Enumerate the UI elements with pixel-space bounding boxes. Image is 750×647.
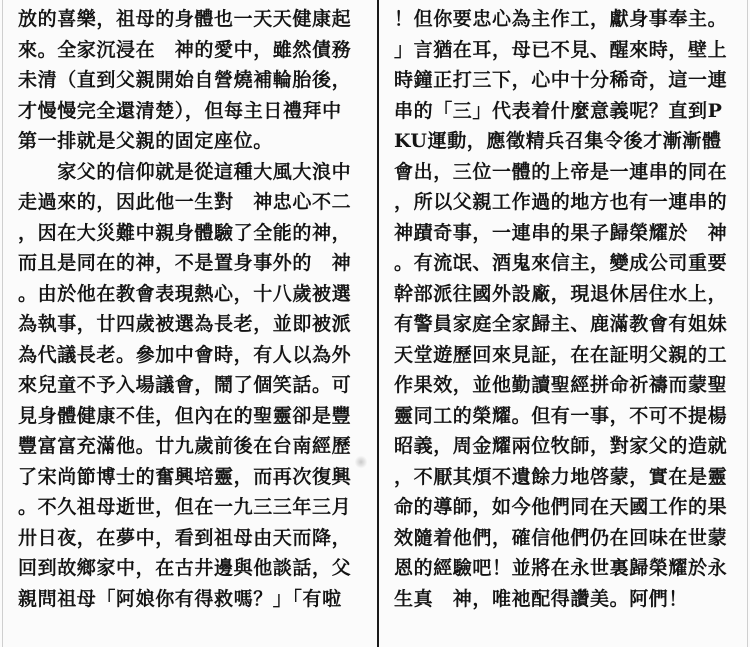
text-line: 為代議長老。參加中會時，有人以為外	[18, 343, 352, 366]
text-line: ，不厭其煩不遺餘力地啓蒙，實在是靈	[394, 465, 728, 488]
text-line: 生真 神，唯祂配得讚美。阿們！	[394, 587, 689, 610]
text-line: 走過來的，因此他一生對 神忠心不二	[18, 191, 352, 213]
text-line: 命的導師，如今他們同在天國工作的果	[394, 496, 728, 518]
text-line: 家父的信仰就是從這種大風大浪中	[18, 160, 352, 183]
text-line: KU運動，應徵精兵召集令後才漸漸體	[394, 130, 722, 152]
text-line: 串的「三」代表着什麼意義呢？直到P	[394, 99, 723, 122]
text-line: 。不久祖母逝世，但在一九三三年三月	[18, 496, 352, 518]
text-line: 」言猶在耳，母已不見、醒來時，壁上	[394, 38, 728, 61]
right-text-column	[394, 4, 746, 614]
text-line: 才慢慢完全還清楚），但每主日禮拜中	[18, 99, 342, 122]
text-line: 未清（直到父親開始自營燒補輪胎後，	[18, 69, 352, 91]
text-line: 作果效，並他勤讀聖經拼命祈禱而蒙聖	[394, 374, 728, 396]
text-line: 。有流氓、酒鬼來信主，變成公司重要	[394, 252, 728, 274]
text-line: 來兒童不予入場議會，鬧了個笑話。可	[18, 374, 352, 396]
text-line: 效隨着他們，確信他們仍在回味在世蒙	[394, 526, 728, 549]
text-line: 放的喜樂，祖母的身體也一天天健康起	[18, 8, 352, 30]
ink-smudge	[355, 455, 367, 469]
page-edge-left	[2, 0, 3, 647]
text-line: 恩的經驗吧！並將在永世裏歸榮耀於永	[394, 557, 728, 579]
page-edge-right	[747, 0, 748, 647]
text-line: ，因在大災難中親身體驗了全能的神，	[18, 221, 352, 244]
text-line: 第一排就是父親的固定座位。	[18, 130, 273, 152]
text-line: 來。全家沉浸在 神的愛中，雖然債務	[18, 38, 352, 61]
text-line: 而且是同在的神，不是置身事外的 神	[18, 252, 352, 274]
text-line: 昭義，周金耀兩位牧師，對家父的造就	[394, 435, 728, 457]
text-line: 會出，三位一體的上帝是一連串的同在	[394, 160, 728, 183]
text-line: 幹部派往國外設廠，現退休居住水上，	[394, 282, 728, 305]
text-line: 靈同工的榮耀。但有一事，不可不提楊	[394, 404, 728, 427]
column-divider	[377, 0, 379, 647]
left-text-column	[18, 4, 370, 614]
text-line: 卅日夜，在夢中，看到祖母由天而降，	[18, 526, 352, 549]
text-line: 神蹟奇事，一連串的果子歸榮耀於 神	[394, 221, 728, 244]
text-line: 了宋尚節博士的奮興培靈，而再次復興	[18, 465, 352, 488]
text-line: 豐富富充滿他。廿九歲前後在台南經歷	[18, 435, 352, 457]
text-line: 時鐘正打三下，心中十分稀奇，這一連	[394, 69, 728, 91]
text-line: 回到故鄉家中，在古井邊與他談話，父	[18, 557, 352, 579]
text-line: 見身體健康不佳，但內在的聖靈卻是豐	[18, 404, 352, 427]
text-line: 親問祖母「阿娘你有得救嗎？」「有啦	[18, 587, 342, 610]
text-line: 。由於他在教會表現熱心，十八歲被選	[18, 282, 352, 305]
text-line: ！但你要忠心為主作工，獻身事奉主。	[394, 8, 728, 30]
text-line: 天堂遊歷回來見証，在在証明父親的工	[394, 343, 728, 366]
text-line: 為執事，廿四歲被選為長老，並即被派	[18, 313, 352, 335]
text-line: 有警員家庭全家歸主、鹿滿教會有姐妹	[394, 313, 728, 335]
text-line: ，所以父親工作過的地方也有一連串的	[394, 191, 728, 213]
